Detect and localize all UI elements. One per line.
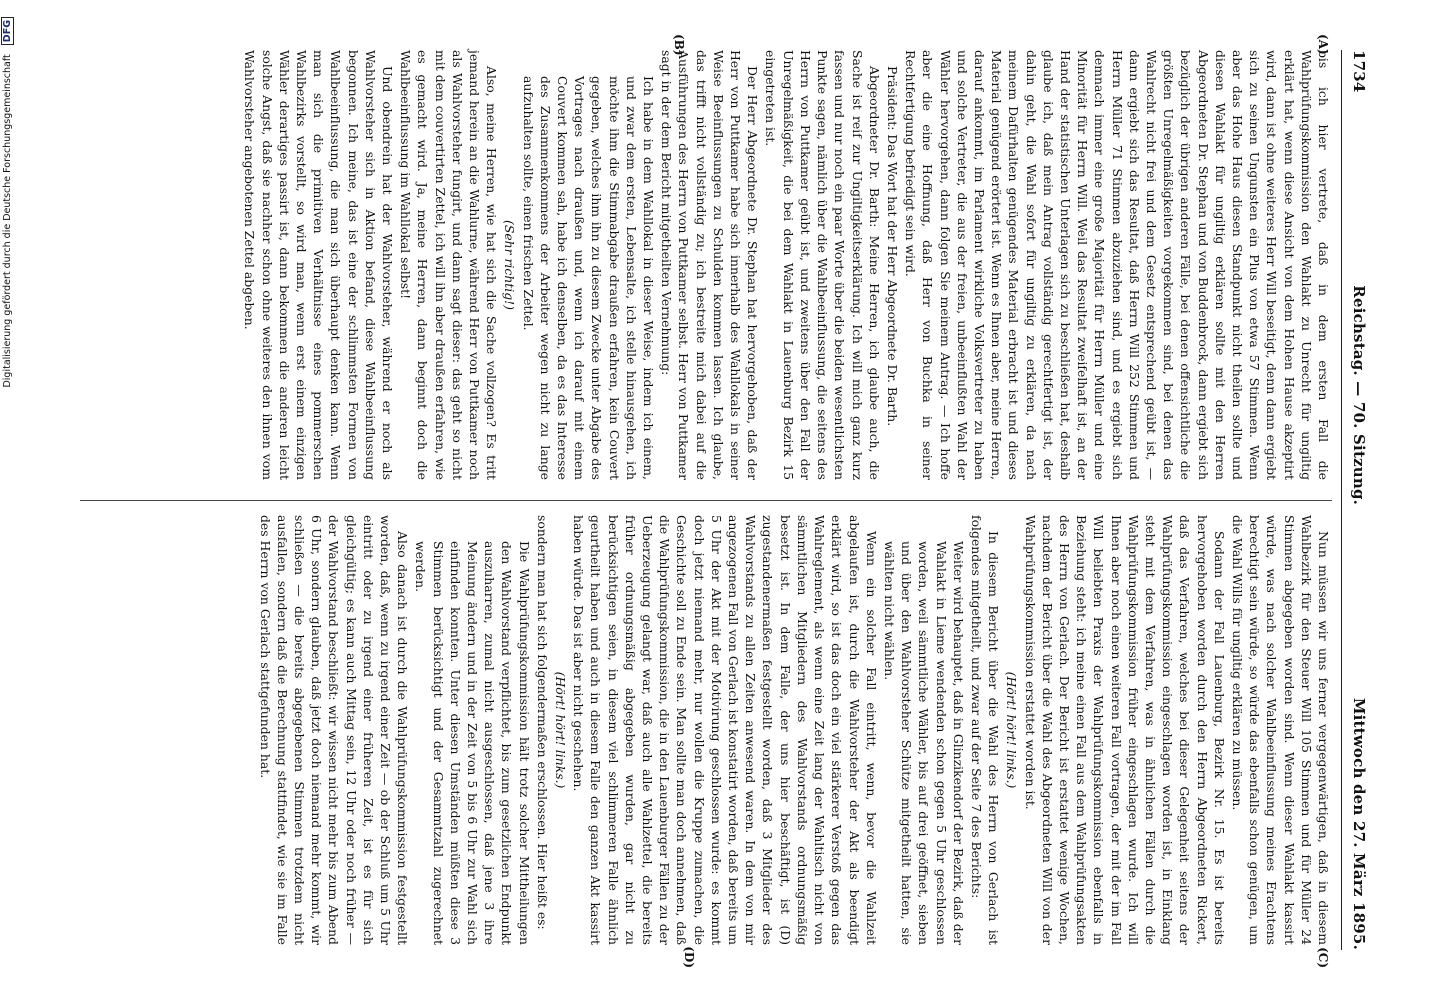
interjection: (Sehr richtig!) bbox=[502, 220, 518, 310]
margin-mark-b: (B) bbox=[672, 34, 686, 56]
paragraph: Nun müssen wir uns ferner vergegenwärtigen, daß in diesem Wahlbezirk für den Steuer Will 105 Stimmen und für Müller 24 Stimmen abgegeben worden sind. Wenn dieser Wahlakt kassirt würde, was nach solcher Wahlbeeinflussung meines Erachtens berechtigt sein würde, so würde das ebenfalls schon genügen, um die Wahl Wills für ungiltig erklären zu müssen. bbox=[1229, 515, 1331, 945]
interjection: (Hört! hört! links.) bbox=[553, 671, 569, 789]
paragraph: In diesem Bericht über die Wahl des Herrn von Gerlach ist folgendes mitgetheilt, und zwar auf der Seite 7 des Berichts: bbox=[968, 515, 1002, 945]
paragraph: Sodann der Fall Lauenburg, Bezirk Nr. 15. Es ist bereits hervorgehoben worden durch den Herrn Abgeordneten Rickert, daß das Verfahren, welches bei dieser Gelegenheit seitens der Wahlprüfungskommission eingeschlagen worden ist, in Einklang steht mit dem Verfahren, was in ähnlichen Fällen durch die Wahlprüfungskommission früher eingeschlagen wurde. Ich will Ihnen aber noch einen weiteren Fall vortragen, der mit der im Fall Will beliebten Praxis der Wahlprüfungskommission ebenfalls in Beziehung steht: ich meine einen Fall aus dem Wahlprüfungsakten des Herrn von Gerlach. Der Bericht ist erstattet wenige Wochen, nachdem der Bericht über die Wahl des Abgeordneten Will von der Wahlprüfungskommission erstattet worden ist. bbox=[1022, 515, 1227, 945]
header-rule bbox=[1341, 50, 1342, 950]
dfg-logo: DFG bbox=[1, 17, 14, 45]
paragraph: Also danach ist durch die Wahlprüfungskommission festgestellt worden, daß, wenn zu irgend einer Zeit — ob der Schluß um 5 Uhr eintritt oder zu irgend einer früheren Zeit, ist es für sich gleichgültig; es kann auch Mittag sein, 12 Uhr oder noch früher — der Wahlvorstand beschließt: wir wissen nicht mehr bis zum Abend 6 Uhr, sondern glauben, daß jetzt doch niemand mehr kommt, wir schließen — die bereits abgegebenen Stimmen trotzdem nicht ausfallen, sondern daß die Berechnung stattfindet, wie sie im Falle des Herrn von Gerlach stattgefunden hat. bbox=[257, 515, 411, 945]
page-running-title: Reichstag. — 70. Sitzung. bbox=[1350, 285, 1368, 506]
page-number: 1734 bbox=[1350, 50, 1368, 93]
margin-mark-d: (D) bbox=[682, 946, 696, 968]
paragraph: bis ich hier vertrete, daß in dem ersten Fall die Wahlprüfungskommission den Wahlakt zu Unrecht für ungiltig erklärt hat, wenn diese Ansicht von dem Hohen Hause akzeptirt wird, dann ist ohne weiteres Herr Will beseitigt, denn dann ergiebt sich zu seinen Ungunsten ein Plus von etwa 57 Stimmen. Wenn aber das Hohe Haus diesen Standpunkt nicht theilen sollte und diesen Wahlakt für ungiltig erklären sollte mit den Herren Abgeordneten Dr. Stephan und von Buddenbrock, dann ergiebt sich bezüglich der übrigen anderen Fälle, bei denen offensichtliche die größten Unregelmäßigkeiten vorgekommen sind, bei denen das Wahlrecht nicht frei und dem Gesetz entsprechend geübt ist, — dann ergiebt sich das Resultat, daß Herrn Will 252 Stimmen und Herrn Müller 71 Stimmen abzuziehen sind, und es ergiebt sich demnach immer eine große Majorität für Herrn Müller und eine Minorität für Herrn Will. Weil das Resultat zweifelhaft ist, an der Hand der statistischen Unterlagen sich zu beschließen hat, deshalb glaube ich, daß mein Antrag vollständig gerechtfertigt ist, der dahin geht, die Wahl sofort für ungiltig zu erklären, da nach meinem Dafürhalten genügendes Material erbracht ist und dieses Material genügend erörtert ist. Wenn es Ihnen aber, meine Herren, darauf ankommt, im Parlament wirkliche Volksvertreter zu haben und solche Vertreter, die aus der freien, unbeeinflußten Wahl der Wähler hervorgehen, dann folgen Sie meinem Antrag. — Ich hoffe aber die eine Hoffnung, daß Herr von Buchka in seiner Rechtfertigung befriedigt sein wird. bbox=[903, 50, 1331, 480]
margin-mark-c: (C) bbox=[1316, 947, 1330, 968]
quoted-paragraph: Die Wahlprüfungskommission hält trotz solcher Mittheilungen den Wahlvorstand verpflichtet, bis zum gesetzlichen Endpunkt auszuharren, zumal nicht ausgeschlossen, daß jene 3 ihre Meinung ändern und in der Zeit von 5 bis 6 Uhr zur Wahl sich einfinden konnten. Unter diesen Umständen müßten diese 3 Stimmen berücksichtigt und der Gesammtzahl zugerechnet werden. bbox=[413, 541, 532, 945]
interjection: (Hört! hört! links.) bbox=[1004, 671, 1020, 789]
paragraph: Also, meine Herren, wie hat sich die Sache vollzogen? Es tritt jemand herein an die Wahlurne, während Herr von Puttkamer noch als Wahlvorsteher fungirt, und dann sagt dieser: das geht so nicht mit dem couvertirten Zettel, ich will ihn aber draußen erfahren, wie es gemacht wird. Ja, meine Herren, dann beginnt doch die Wahlbeeinflussung im Wahllokal selbst! bbox=[398, 50, 500, 480]
quoted-paragraph: Weiter wird behauptet, daß in Glinzikendorf der Bezirk, daß der Wahlakt in Lieme wendenden schon gegen 5 Uhr geschlossen worden, weil sämmtliche Wähler, bis auf drei geöffnet, sieben und über den Wahlvorsteher Schütze mitgetheilt hatten, sie wählten nicht wählen. bbox=[881, 541, 966, 945]
paragraph: Abgeordneter Dr. Barth: Meine Herren, ich glaube auch, die Sache ist reif zur Ungiltigkeitserklärung. Ich will mich ganz kurz fassen und nur noch ein paar Worte über die beiden wesentlichsten Punkte sagen, nämlich über die Wahlbeeinflussung, die seitens des Herrn von Puttkamer geübt ist, und zweitens über den Fall der Unregelmäßigkeit, die bei dem Wahlakt in Lauenburg Bezirk 15 eingetreten ist. bbox=[763, 50, 882, 480]
margin-mark-a: (A) bbox=[1316, 34, 1330, 55]
paragraph: sondern man hat sich folgendermaßen erschlossen. Hier heißt es: bbox=[534, 515, 550, 930]
credit-text: Digitalisierung gefördert durch die Deutsche Forschungsgemeinschaft bbox=[2, 54, 13, 388]
paragraph: Präsident: Das Wort hat der Herr Abgeordnete Dr. Barth. bbox=[884, 66, 900, 427]
left-text-column bbox=[80, 50, 1332, 480]
digitization-credit bbox=[1, 17, 15, 997]
paragraph: Der Herr Abgeordnete Dr. Stephan hat hervorgehoben, daß der Herr von Puttkamer habe sich innerhalb des Wahllokals in seiner Weise Beeinflussungen zu Schulden kommen lassen. Ich glaube, das trifft nicht vollständig zu; ich bestreite mich dabei auf die Ausführungen des Herrn von Puttkamer selbst. Herr von Puttkamer sagt in der dem Bericht mitgetheilten Vernehmung: bbox=[659, 50, 761, 480]
rotated-document-page bbox=[56, 30, 1376, 970]
paragraph: Und obendrein hat der Wahlvorsteher, während er noch als Wahlvorsteher sich in Aktion befand, diese Wahlbeeinflussung begonnen. Ich meine, das ist eine der schlimmsten Formen von Wahlbeeinflussung, die man sich überhaupt denken kann. Wenn man sich die primitiven Verhältnisse eines pommerschen Wahlbezirks vorstellt, so wird man, wenn erst einem einzigen Wähler derartiges passirt ist, dann bekommen die anderen leicht solche Angst, daß sie nachher schon ohne weiteres den ihnen vom Wahlvorsteher angebotenen Zettel abgeben. bbox=[242, 50, 396, 480]
page-header bbox=[1344, 50, 1368, 950]
page-date: Mittwoch den 27. März 1895. bbox=[1350, 697, 1368, 950]
right-text-column bbox=[80, 515, 1332, 945]
quoted-paragraph: Ich habe in dem Wahllokal in dieser Weise, indem ich einem, und zwar dem ersten, Lebensalte, ich stelle hinausgehen, ich möchte ihm die Stimmabgabe draußen erfahren, kein Couvert gegeben, welches ihm ihn zu diesem Zwecke unter Abgabe des Vortrages nach draußen und, wenn ich darauf mit einem Couvert kommen sah, habe ich denselben, da es das Interesse des Zusammenkommens der Arbeiter wegen nicht zu lange aufzuhalten sollte, einen frischen Zettel. bbox=[520, 76, 657, 480]
paragraph: Wenn ein solcher Fall eintritt, wenn, bevor die Wahlzeit abgelaufen ist, durch die Wahlvorsteher der Akt als beendigt erklärt wird, so ist das doch ein viel stärkerer Verstoß gegen das Wahlreglement, als wenn eine Zeit lang der Wahltisch nicht von sämmtlichen Mitgliedern des Wahlvorstands ordnungsmäßig besetzt ist. In dem Falle, der uns hier beschäftigt, ist (D) zugestandenermaßen festgestellt worden, daß 3 Mitglieder des Wahlvorstands zu allen Zeiten anwesend waren. In dem von mir angezogenen Fall von Gerlach ist konstatirt worden, daß bereits um 5 Uhr der Akt mit der Motivirung geschlossen wurde: es kommt doch jetzt niemand mehr, nur wollen die Kruppe zumachen, die Geschichte soll zu Ende sein. Man sollte man doch annehmen, daß die Wahlprüfungskommission, die in den Lauenburger Fällen zu der Ueberzeugung gelangt war, daß auch alle Wahlzettel, die bereits früher ordnungsmäßig abgegeben wurden, gar nicht zu berücksichtigen seien, in diesem viel schlimmeren Falle ähnlich geurtheilt haben und auch in diesem Falle den ganzen Akt kassirt haben würde. Das ist aber nicht geschehen. bbox=[571, 515, 879, 945]
column-divider bbox=[80, 500, 1332, 501]
